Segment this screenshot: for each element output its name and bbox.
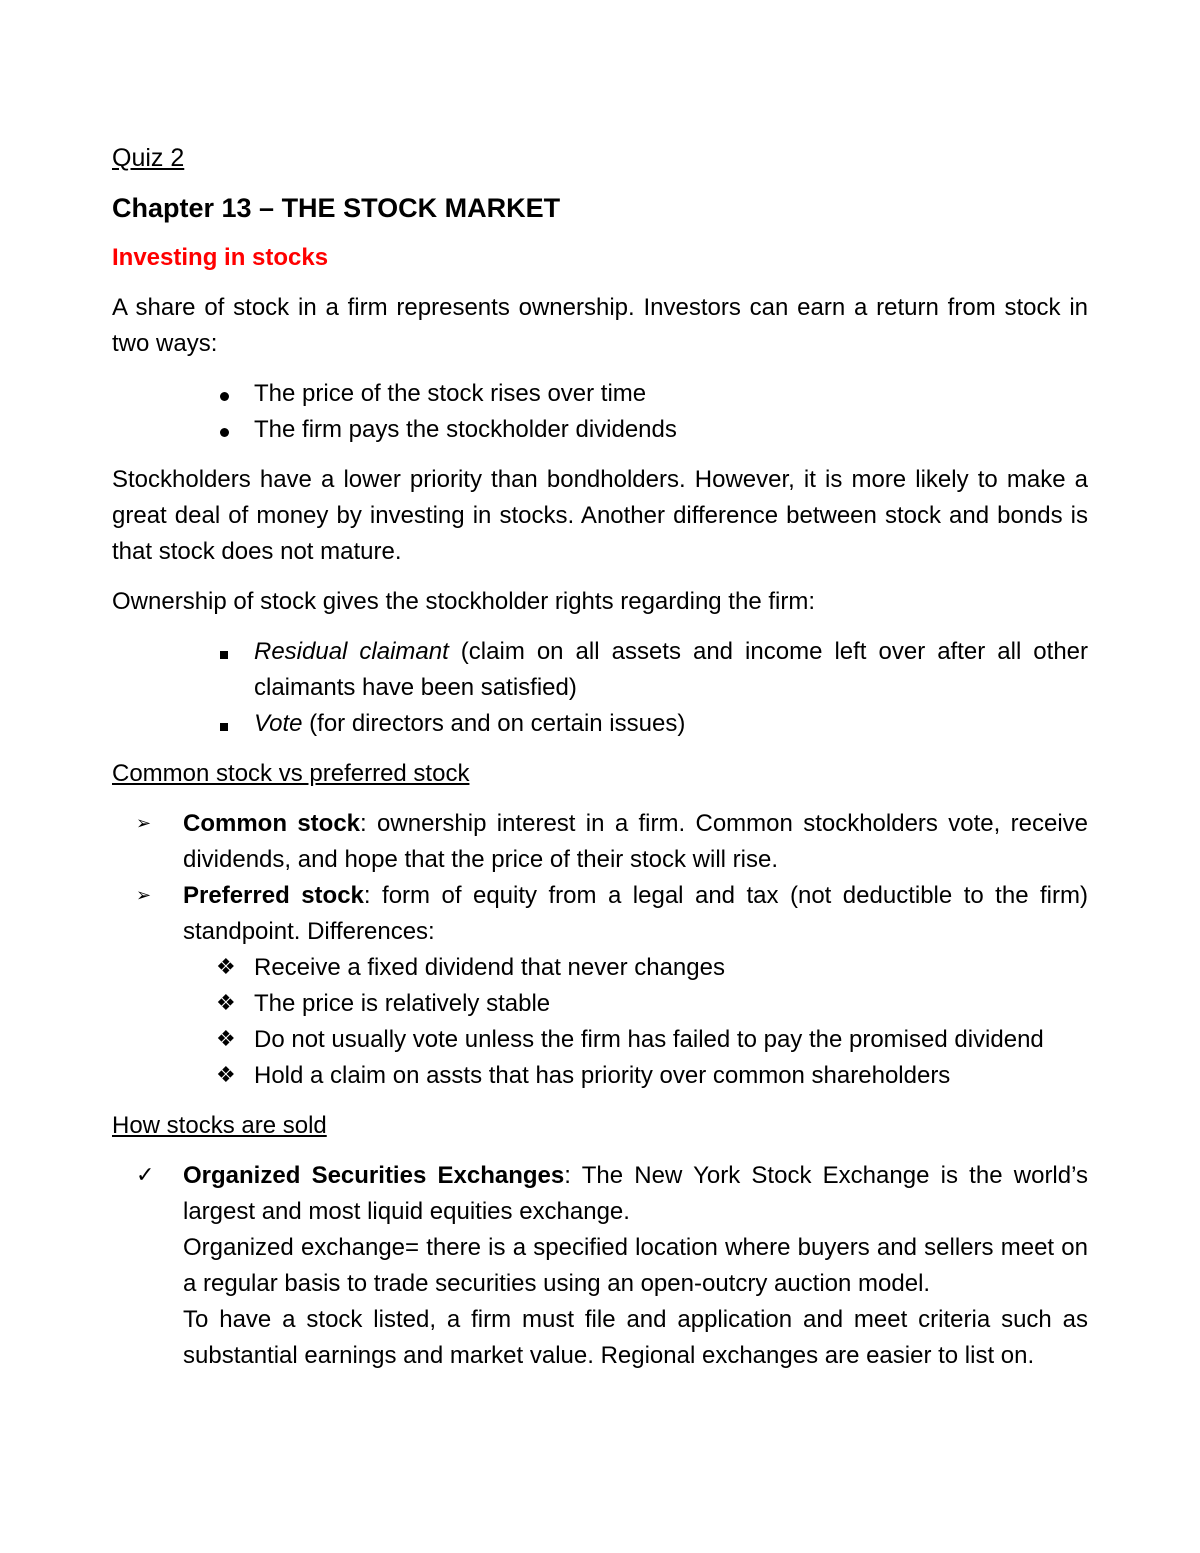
list-item [112, 412, 1088, 448]
right-term: Residual claimant [254, 638, 449, 665]
return-ways-list [112, 376, 1088, 448]
list-item [112, 634, 1088, 706]
square-bullet-icon [216, 634, 246, 670]
right-term: Vote [254, 710, 303, 737]
preferred-differences-list [112, 950, 1088, 1094]
list-item [112, 806, 1088, 878]
list-item [112, 706, 1088, 742]
quiz-title: Quiz 2 [112, 144, 185, 172]
stock-type-desc: : ownership interest in a firm. Common stockholders vote, receive dividends, and hope that the price of their stock will rise. [183, 810, 1088, 873]
list-item [112, 1158, 1088, 1374]
list-item [112, 878, 1088, 950]
exchange-term: Organized Securities Exchanges [183, 1162, 565, 1189]
square-bullet-icon [216, 706, 246, 742]
rights-intro: Ownership of stock gives the stockholder rights regarding the firm: [112, 588, 815, 615]
exchange-desc: : The New York Stock Exchange is the world’s largest and most liquid equities exchange. [183, 1162, 1089, 1225]
list-item-text: The firm pays the stockholder dividends [254, 416, 677, 443]
list-item [112, 1022, 1088, 1058]
list-item [112, 1058, 1088, 1094]
list-item [112, 986, 1088, 1022]
right-desc: (claim on all assets and income left over after all other claimants have been satisfied) [254, 638, 1088, 701]
list-item-text: Receive a fixed dividend that never changes [254, 954, 725, 981]
stock-type-desc: : form of equity from a legal and tax (not deductible to the firm) standpoint. Differences: [183, 882, 1088, 945]
listing-requirements: To have a stock listed, a firm must file and application and meet criteria such as substantial earnings and market value. Regional exchanges are easier to list on. [183, 1306, 1088, 1369]
document-content [112, 140, 1088, 1388]
diamond-bullet-icon: ❖ [216, 955, 236, 980]
section-heading-how-sold: How stocks are sold [112, 1112, 327, 1139]
list-item [112, 950, 1088, 986]
chapter-title: Chapter 13 – THE STOCK MARKET [112, 193, 561, 223]
bullet-dot-icon [216, 412, 246, 448]
intro-paragraph: A share of stock in a firm represents ownership. Investors can earn a return from stock in two ways: [112, 294, 1088, 357]
list-item-text: Hold a claim on assts that has priority over common shareholders [254, 1062, 951, 1089]
exchanges-list [112, 1158, 1088, 1374]
right-desc: (for directors and on certain issues) [302, 710, 686, 737]
diamond-bullet-icon: ❖ [216, 991, 236, 1016]
diamond-bullet-icon: ❖ [216, 1063, 236, 1088]
checkmark-icon: ✓ [136, 1163, 155, 1188]
list-item-text: The price is relatively stable [254, 990, 551, 1017]
list-item-text: Do not usually vote unless the firm has failed to pay the promised dividend [254, 1026, 1044, 1053]
rights-list [112, 634, 1088, 742]
arrow-bullet-icon: ➢ [136, 813, 152, 834]
bullet-dot-icon [216, 376, 246, 412]
section-heading-common-vs-preferred: Common stock vs preferred stock [112, 760, 470, 787]
diamond-bullet-icon: ❖ [216, 1027, 236, 1052]
stock-type-term: Common stock [183, 810, 361, 837]
section-heading-investing: Investing in stocks [112, 244, 329, 271]
list-item-text: The price of the stock rises over time [254, 380, 647, 407]
organized-exchange-definition: Organized exchange= there is a specified location where buyers and sellers meet on a regular basis to trade securities using an open-outcry auction model. [183, 1234, 1088, 1297]
list-item [112, 376, 1088, 412]
stock-type-term: Preferred stock [183, 882, 364, 909]
stock-types-list [112, 806, 1088, 950]
arrow-bullet-icon: ➢ [136, 885, 152, 906]
priority-paragraph: Stockholders have a lower priority than bondholders. However, it is more likely to make a great deal of money by investing in stocks. Another difference between stock and bonds is that stock does not mature. [112, 466, 1088, 565]
